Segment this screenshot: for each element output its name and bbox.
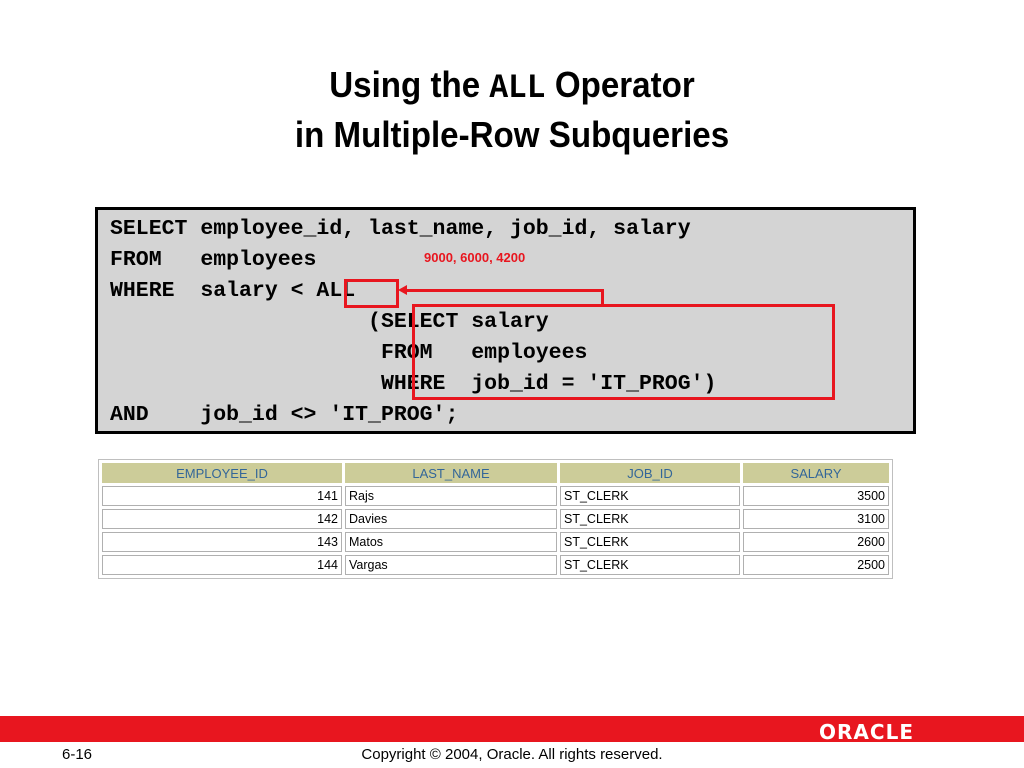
oracle-logo: ORACLE xyxy=(819,720,914,744)
table-cell: 141 xyxy=(102,486,342,506)
column-header: SALARY xyxy=(743,463,889,483)
table-row xyxy=(102,486,889,506)
table-row xyxy=(102,555,889,575)
table-cell: 3100 xyxy=(743,509,889,529)
table-row xyxy=(102,532,889,552)
footer-bar xyxy=(0,716,1024,742)
code-line: FROM employees xyxy=(110,248,317,272)
title-prefix: Using the xyxy=(329,64,490,105)
column-header: JOB_ID xyxy=(560,463,740,483)
query-results-table xyxy=(98,459,893,579)
subquery-highlight xyxy=(412,304,835,400)
code-line: WHERE salary < ALL xyxy=(110,279,356,303)
code-line: FROM employees xyxy=(110,341,588,365)
table-header-row xyxy=(102,463,889,483)
table-cell: ST_CLERK xyxy=(560,532,740,552)
table-cell: 143 xyxy=(102,532,342,552)
table-cell: 2600 xyxy=(743,532,889,552)
table-cell: Davies xyxy=(345,509,557,529)
title-keyword: ALL xyxy=(489,70,546,108)
table-cell: ST_CLERK xyxy=(560,555,740,575)
table-cell: ST_CLERK xyxy=(560,486,740,506)
subquery-result-annotation: 9000, 6000, 4200 xyxy=(424,250,526,265)
column-header: EMPLOYEE_ID xyxy=(102,463,342,483)
code-line: (SELECT salary xyxy=(110,310,549,334)
title-line-2: in Multiple-Row Subqueries xyxy=(294,114,730,155)
title-line-1 xyxy=(41,62,983,112)
arrow-left-icon xyxy=(398,285,407,295)
table-cell: Vargas xyxy=(345,555,557,575)
code-line: WHERE job_id = 'IT_PROG') xyxy=(110,372,717,396)
code-line: AND job_id <> 'IT_PROG'; xyxy=(110,403,459,427)
connector-line xyxy=(601,290,604,306)
table-cell: 2500 xyxy=(743,555,889,575)
table-cell: 144 xyxy=(102,555,342,575)
table-cell: Matos xyxy=(345,532,557,552)
column-header: LAST_NAME xyxy=(345,463,557,483)
code-line: SELECT employee_id, last_name, job_id, salary xyxy=(110,217,691,241)
connector-line xyxy=(404,289,604,292)
copyright-notice: Copyright © 2004, Oracle. All rights reserved. xyxy=(361,746,663,763)
all-keyword-highlight xyxy=(344,279,399,308)
table-cell: 3500 xyxy=(743,486,889,506)
table-cell: Rajs xyxy=(345,486,557,506)
page-number: 6-16 xyxy=(62,746,93,763)
title-suffix: Operator xyxy=(545,64,695,105)
sql-code-box xyxy=(95,207,916,434)
table-row xyxy=(102,509,889,529)
slide-title xyxy=(41,62,983,158)
table-cell: ST_CLERK xyxy=(560,509,740,529)
table-cell: 142 xyxy=(102,509,342,529)
